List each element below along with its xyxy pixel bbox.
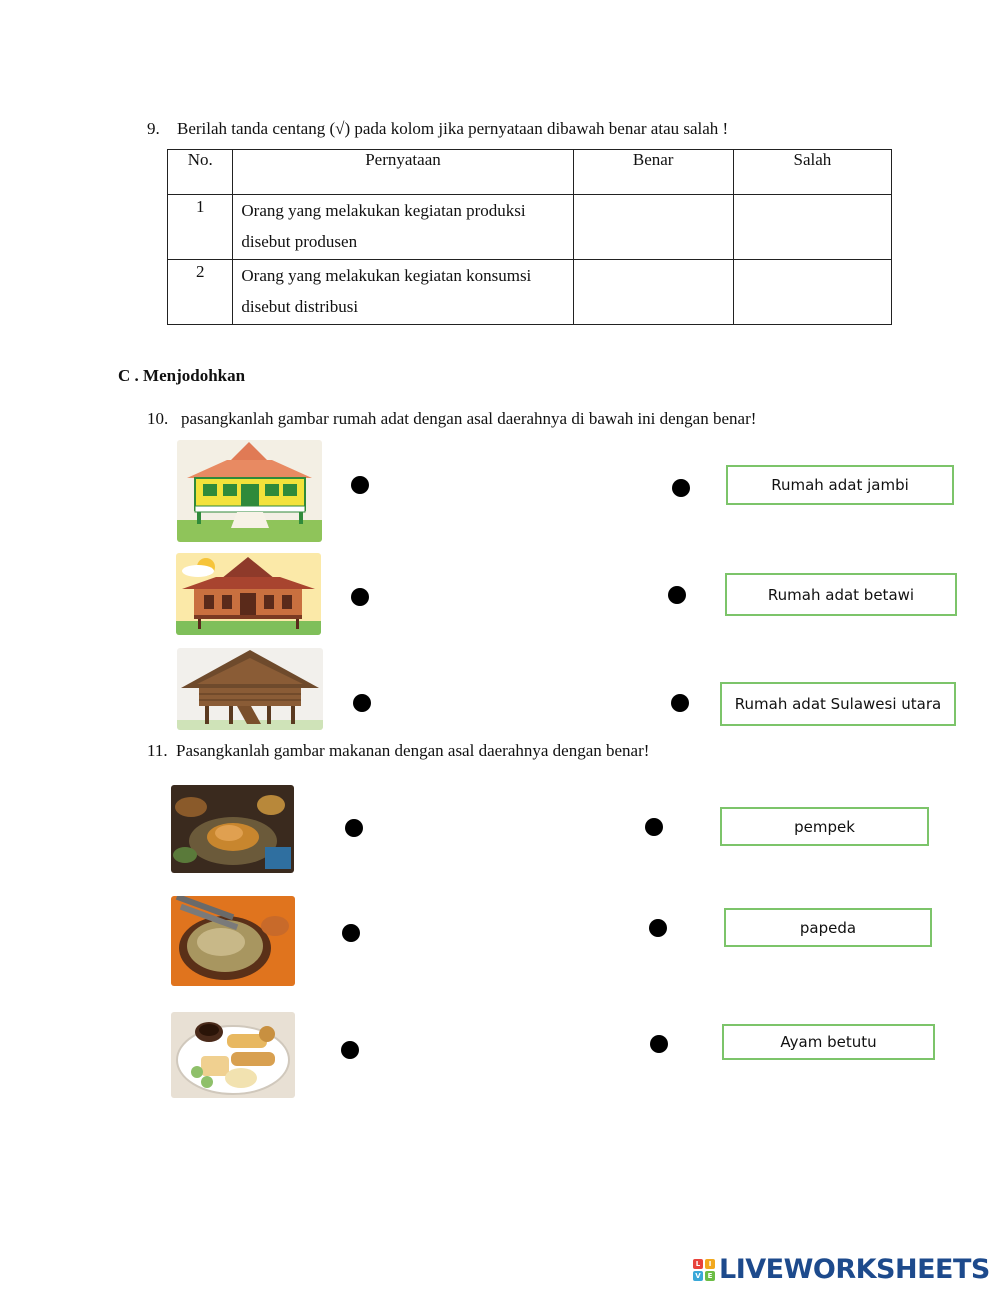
match-dot-left[interactable] xyxy=(351,476,369,494)
false-check-cell[interactable] xyxy=(733,260,891,325)
logo-text: LIVEWORKSHEETS xyxy=(719,1254,990,1285)
match-dot-left[interactable] xyxy=(341,1041,359,1059)
statement-line: Orang yang melakukan kegiatan produksi xyxy=(241,201,526,220)
answer-box[interactable]: Ayam betutu xyxy=(722,1024,935,1060)
true-check-cell[interactable] xyxy=(573,260,733,325)
answer-box[interactable]: pempek xyxy=(720,807,929,846)
true-false-table xyxy=(167,149,892,325)
row-number: 2 xyxy=(168,260,233,325)
statement-cell xyxy=(233,195,573,260)
statement-line: Orang yang melakukan kegiatan konsumsi xyxy=(241,266,532,285)
traditional-house-image-3 xyxy=(177,648,323,730)
answer-box[interactable]: Rumah adat betawi xyxy=(725,573,957,616)
statement-cell xyxy=(233,260,573,325)
question-11-number: 11. xyxy=(147,741,168,760)
header-false: Salah xyxy=(733,150,891,195)
traditional-house-image-2 xyxy=(176,553,321,635)
match-dot-left[interactable] xyxy=(353,694,371,712)
section-title: C . Menjodohkan xyxy=(118,366,246,385)
match-dot-right[interactable] xyxy=(671,694,689,712)
match-dot-right[interactable] xyxy=(645,818,663,836)
question-9-number: 9. xyxy=(147,119,160,138)
food-image-2 xyxy=(171,896,295,986)
question-9-instruction: Berilah tanda centang (√) pada kolom jika pernyataan dibawah benar atau salah ! xyxy=(177,119,729,138)
match-dot-left[interactable] xyxy=(351,588,369,606)
false-check-cell[interactable] xyxy=(733,195,891,260)
header-no: No. xyxy=(168,150,233,195)
answer-box[interactable]: Rumah adat jambi xyxy=(726,465,954,505)
logo-mark-icon: L I V E xyxy=(693,1259,715,1281)
food-image-3 xyxy=(171,1012,295,1098)
statement-line: disebut produsen xyxy=(241,232,358,251)
true-check-cell[interactable] xyxy=(573,195,733,260)
question-11-instruction: Pasangkanlah gambar makanan dengan asal daerahnya dengan benar! xyxy=(176,741,650,760)
header-true: Benar xyxy=(573,150,733,195)
match-dot-right[interactable] xyxy=(672,479,690,497)
question-10-instruction: pasangkanlah gambar rumah adat dengan asal daerahnya di bawah ini dengan benar! xyxy=(181,409,757,428)
row-number: 1 xyxy=(168,195,233,260)
liveworksheets-logo xyxy=(693,1254,990,1285)
header-statement: Pernyataan xyxy=(233,150,573,195)
table-row xyxy=(168,260,892,325)
question-10-number: 10. xyxy=(147,409,169,428)
answer-box[interactable]: Rumah adat Sulawesi utara xyxy=(720,682,956,726)
match-dot-right[interactable] xyxy=(649,919,667,937)
answer-box[interactable]: papeda xyxy=(724,908,932,947)
statement-line: disebut distribusi xyxy=(241,297,359,316)
food-image-1 xyxy=(171,785,294,873)
match-dot-left[interactable] xyxy=(345,819,363,837)
match-dot-right[interactable] xyxy=(668,586,686,604)
match-dot-left[interactable] xyxy=(342,924,360,942)
table-header-row xyxy=(168,150,892,195)
traditional-house-image-1 xyxy=(177,440,322,542)
table-row xyxy=(168,195,892,260)
match-dot-right[interactable] xyxy=(650,1035,668,1053)
